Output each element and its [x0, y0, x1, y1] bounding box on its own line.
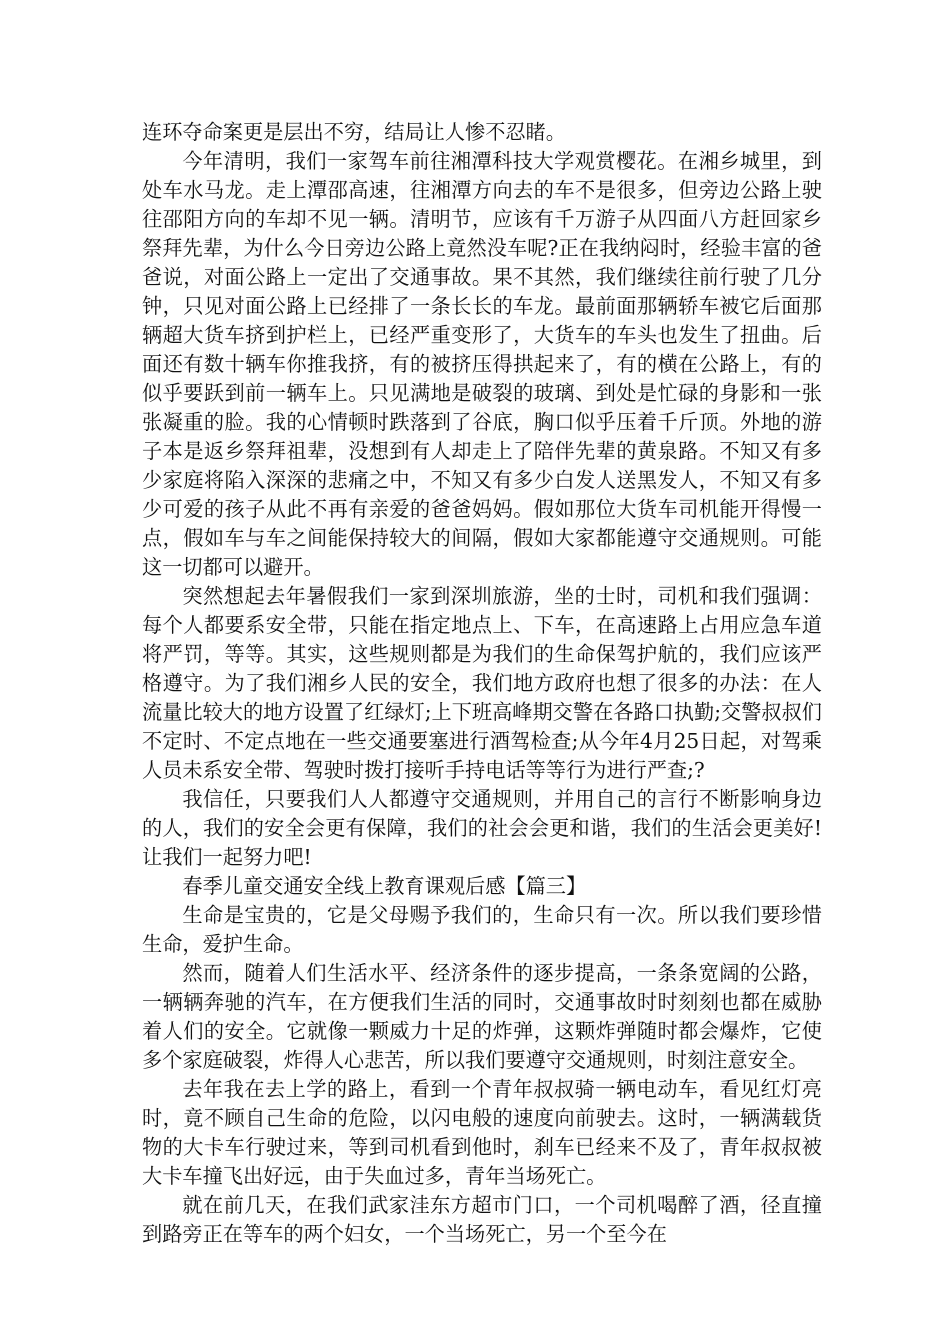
paragraph-conclusion: 我信任，只要我们人人都遵守交通规则，并用自己的言行不断影响身边的人，我们的安全会更有保障，我们的社会会更和谐，我们的生活会更美好!让我们一起努力吧! [142, 787, 822, 869]
paragraph-red-light-accident: 去年我在去上学的路上，看到一个青年叔叔骑一辆电动车，看见红灯亮时，竟不顾自己生命的危险，以闪电般的速度向前驶去。这时，一辆满载货物的大卡车行驶过来，等到司机看到他时，刹车已经来不及了，青年叔叔被大卡车撞飞出好远，由于失血过多，青年当场死亡。 [142, 1077, 822, 1188]
section-heading: 春季儿童交通安全线上教育课观后感【篇三】 [182, 874, 587, 898]
paragraph-life-precious: 生命是宝贵的，它是父母赐予我们的，生命只有一次。所以我们要珍惜生命，爱护生命。 [142, 903, 822, 956]
document-page [142, 118, 822, 1249]
paragraph-continuation: 连环夺命案更是层出不穷，结局让人惨不忍睹。 [142, 120, 566, 144]
paragraph-shenzhen-trip: 突然想起去年暑假我们一家到深圳旅游，坐的士时，司机和我们强调：每个人都要系安全带，只能在指定地点上、下车，在高速路上占用应急车道将严罚，等等。其实，这些规则都是为我们的生命保驾护航的，我们应该严格遵守。为了我们湘乡人民的安全，我们地方政府也想了很多的办法：在人流量比较大的地方设置了红绿灯;上下班高峰期交警在各路口执勤;交警叔叔们不定时、不定点地在一些交通要塞进行酒驾检查;从今年4月25日起，对驾乘人员未系安全带、驾驶时拨打接听手持电话等等行为进行严查;? [142, 584, 822, 782]
paragraph-traffic-danger: 然而，随着人们生活水平、经济条件的逐步提高，一条条宽阔的公路，一辆辆奔驰的汽车，在方便我们生活的同时，交通事故时时刻刻也都在威胁着人们的安全。它就像一颗威力十足的炸弹，这颗炸弹随时都会爆炸，它使多个家庭破裂，炸得人心悲苦，所以我们要遵守交通规则，时刻注意安全。 [142, 961, 822, 1072]
paragraph-drunk-driver: 就在前几天，在我们武家洼东方超市门口，一个司机喝醉了酒，径直撞到路旁正在等车的两个妇女，一个当场死亡，另一个至今在 [142, 1193, 822, 1246]
paragraph-qingming-trip: 今年清明，我们一家驾车前往湘潭科技大学观赏樱花。在湘乡城里，到处车水马龙。走上潭邵高速，往湘潭方向去的车不是很多，但旁边公路上驶往邵阳方向的车却不见一辆。清明节，应该有千万游子从四面八方赶回家乡祭拜先辈，为什么今日旁边公路上竟然没车呢?正在我纳闷时，经验丰富的爸爸说，对面公路上一定出了交通事故。果不其然，我们继续往前行驶了几分钟，只见对面公路上已经排了一条长长的车龙。最前面那辆轿车被它后面那辆超大货车挤到护栏上，已经严重变形了，大货车的车头也发生了扭曲。后面还有数十辆车你推我挤，有的被挤压得拱起来了，有的横在公路上，有的似乎要跃到前一辆车上。只见满地是破裂的玻璃、到处是忙碌的身影和一张张凝重的脸。我的心情顿时跌落到了谷底，胸口似乎压着千斤顶。外地的游子本是返乡祭拜祖辈，没想到有人却走上了陪伴先辈的黄泉路。不知又有多少家庭将陷入深深的悲痛之中，不知又有多少白发人送黑发人，不知又有多少可爱的孩子从此不再有亲爱的爸爸妈妈。假如那位大货车司机能开得慢一点，假如车与车之间能保持较大的间隔，假如大家都能遵守交通规则。可能这一切都可以避开。 [142, 149, 822, 579]
